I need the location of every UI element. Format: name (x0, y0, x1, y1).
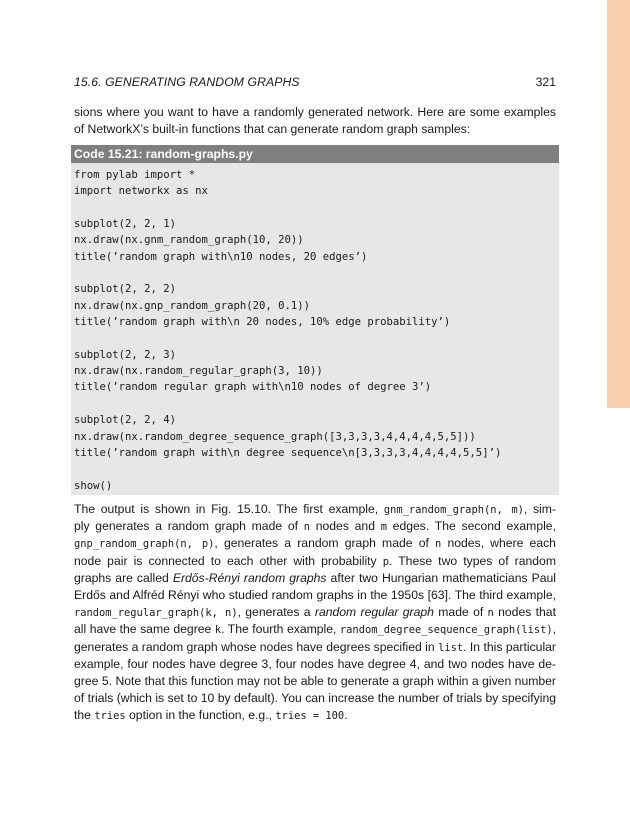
inline-code: tries (94, 710, 126, 723)
text-line: of NetworkX’s built-in functions that can generate random graph samples: (74, 122, 471, 137)
inline-code: m (380, 521, 387, 534)
intro-paragraph (74, 104, 556, 138)
text-line: Erdős and Alfréd Rényi who studied random graphs in the 1950s [63]. The third example, (74, 587, 556, 602)
text-run: graphs are called (74, 570, 169, 585)
code-line: subplot(2, 2, 1) (74, 218, 177, 231)
code-line (74, 396, 559, 412)
page-number: 321 (535, 75, 556, 89)
inline-code: gnm_random_graph(n, m) (383, 504, 524, 516)
emphasis: Erdős-Rényi random graphs (172, 570, 327, 585)
inline-code: n (435, 538, 442, 551)
chapter-edge-tab (607, 0, 630, 408)
inline-code: random_degree_sequence_graph(list) (339, 624, 553, 637)
text-run: , generates a random graph made of (214, 536, 429, 551)
code-line: subplot(2, 2, 4) (74, 414, 177, 427)
text-line (74, 621, 556, 638)
section-title: 15.6. GENERATING RANDOM GRAPHS (74, 75, 300, 89)
code-line: title(’random graph with\n degree sequence\n[3,3,3,3,4,4,4,4,5,5]’) (74, 446, 502, 459)
code-line: nx.draw(nx.random_regular_graph(3, 10)) (74, 365, 323, 378)
body-paragraph (74, 501, 556, 724)
text-line: example, four nodes have degree 3, four nodes have degree 4, and two nodes have de- (74, 656, 556, 671)
text-run: generates a random graph whose nodes have degrees specified in (74, 639, 435, 654)
text-line (74, 570, 556, 587)
inline-code: n (487, 607, 494, 620)
text-line (74, 501, 556, 518)
inline-code: p (382, 555, 389, 568)
code-line (74, 461, 559, 477)
text-run: , (552, 622, 557, 637)
text-run: , generates a (237, 605, 311, 620)
emphasis: random regular graph (314, 605, 434, 620)
inline-code: random_regular_graph(k, n) (74, 607, 238, 620)
text-run: nodes and (315, 519, 375, 534)
code-line: nx.draw(nx.gnm_random_graph(10, 20)) (74, 234, 304, 247)
text-line (74, 707, 556, 724)
text-line: gree 5. Note that this function may not be able to generate a graph within a given number (74, 673, 556, 688)
text-run: ply generates a random graph made of (74, 519, 299, 534)
code-caption: Code 15.21: random-graphs.py (71, 145, 559, 163)
code-body (71, 163, 559, 494)
code-line (74, 330, 559, 346)
text-run: . The fourth example, (221, 622, 337, 637)
running-head (74, 74, 556, 90)
text-run: . These two types of random (389, 553, 556, 568)
code-line: nx.draw(nx.random_degree_sequence_graph([3,3,3,3,4,4,4,4,5,5])) (74, 430, 476, 443)
text-run: nodes that (498, 605, 556, 620)
code-line: import networkx as nx (74, 185, 208, 198)
text-line (74, 518, 556, 535)
code-line: title(’random graph with\n 20 nodes, 10% edge probability’) (74, 316, 451, 329)
text-run: all have the same degree (74, 622, 212, 637)
text-run: The output is shown in Fig. 15.10. The first example, (74, 502, 379, 516)
code-line: nx.draw(nx.gnp_random_graph(20, 0.1)) (74, 299, 310, 312)
inline-code: n (303, 521, 310, 534)
inline-code: k (214, 624, 222, 637)
inline-code: gnp_random_graph(n, p) (74, 538, 215, 551)
text-run: . In this particular (463, 639, 556, 654)
text-line: sions where you want to have a randomly generated network. Here are some examples (74, 105, 556, 119)
text-run: node pair is connected to each other with probability (74, 553, 377, 568)
text-run: nodes, where each (447, 536, 556, 551)
code-line: from pylab import * (74, 169, 196, 181)
inline-code: tries = 100 (275, 710, 345, 723)
code-line: subplot(2, 2, 3) (74, 348, 177, 361)
text-line (74, 553, 556, 570)
text-run: edges. The second example, (392, 519, 556, 534)
text-line (74, 639, 556, 656)
code-listing (71, 145, 559, 495)
code-line: subplot(2, 2, 2) (74, 283, 177, 296)
code-line: title(’random regular graph with\n10 nodes of degree 3’) (74, 381, 432, 394)
text-run: the (74, 708, 91, 723)
code-line: show() (74, 479, 113, 492)
code-line: title(’random graph with\n10 nodes, 20 edges’) (74, 250, 368, 263)
text-line (74, 604, 556, 621)
text-run: , sim- (523, 502, 556, 516)
text-run: made of (438, 605, 484, 620)
text-run: after two Hungarian mathematicians Paul (330, 570, 556, 585)
text-line (74, 535, 556, 552)
text-line: of trials (which is set to 10 by default). You can increase the number of trials by specifying (74, 691, 556, 706)
text-run: option in the function, e.g., (129, 708, 272, 723)
code-line (74, 200, 559, 216)
code-line (74, 265, 559, 281)
inline-code: list (438, 641, 464, 654)
text-run: . (344, 708, 348, 723)
